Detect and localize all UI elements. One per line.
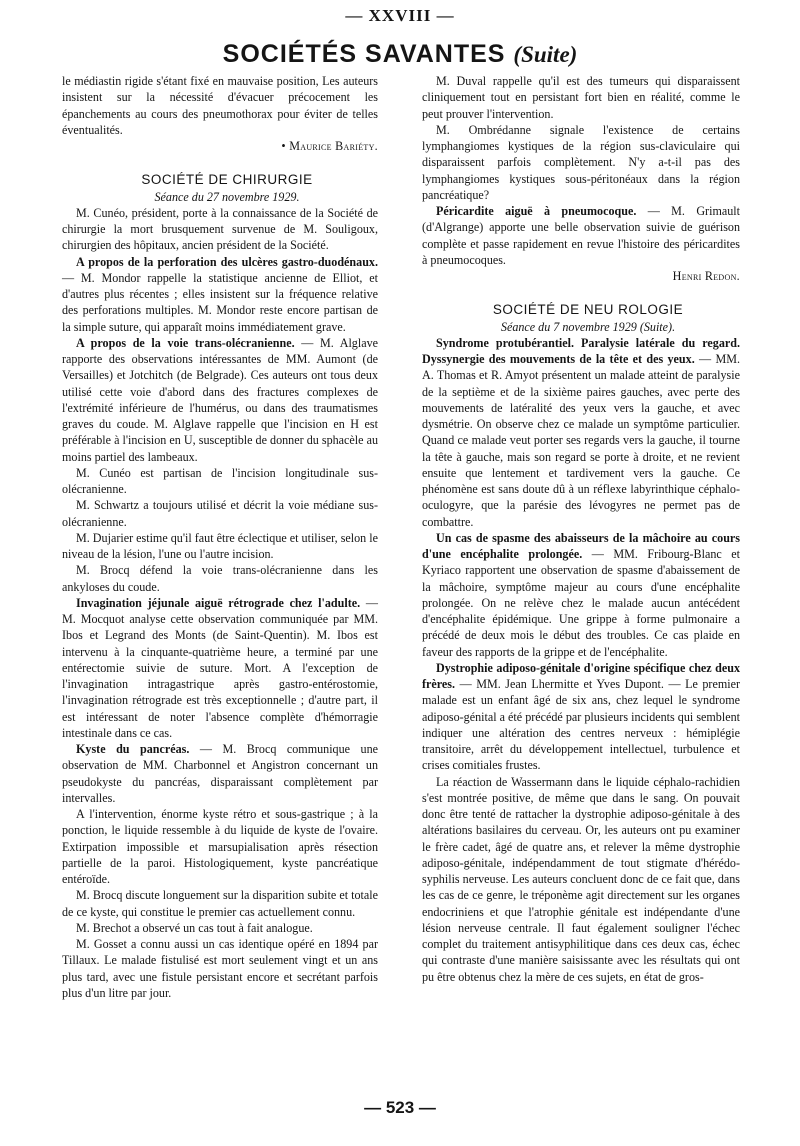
paragraph: M. Dujarier estime qu'il faut être éclectique et utiliser, selon le niveau de la lésion, l'une ou l'autre incision. [62,530,378,561]
page-number-top: — XXVIII — [345,6,455,25]
paragraph: M. Cunéo est partisan de l'incision longitudinale sus-olécranienne. [62,465,378,496]
paragraph: M. Schwartz a toujours utilisé et décrit la voie médiane sus-olécranienne. [62,498,378,529]
paragraph: La réaction de Wassermann dans le liquide céphalo-rachidien s'est montrée positive, de même que dans le sang. On pouvait donc être tenté de rattacher la dystrophie adiposo-génitale à des altérations basilaires du cerveau. Or, les auteurs ont pu examiner le frère cadet, âgé de quatre ans, et relever la même dystrophie adiposo-génitale, indépendamment de tout stigmate d'hérédo-syphilis nerveuse. Les auteurs concluent donc de ce fait que, dans les cas de ce genre, le tréponème agit directement sur les organes endocriniens et que l'atrophie génitale est indépendante d'une lésion nerveuse centrale. Il faut également souligner l'échec complet du traitement antisyphilitique dans ces deux cas, échec qui contraste d'une manière saisissante avec les résultats qui ont pu être obtenus chez la mère de ces sujets, en état de gros- [422,774,740,984]
paragraph-body: — M. Mocquot analyse cette observation communiquée par MM. Ibos et Legrand des Monts (de Saint-Quentin). M. Ibos est intervenu à la cinquante-quatrième heure, a terminé par une entérectomie suivie de suture. Mort. A l'exception de l'invagination intragastrique après gastro-entérostomie, l'invagination rétrograde est très exceptionnelle ; d'autre part, il est intéressant de noter l'absence complète d'hémorragie intestinale dans ce cas. [62,595,378,740]
section-title-chirurgie: SOCIÉTÉ DE CHIRURGIE [141,172,313,188]
signature: Henri Redon. [672,269,740,283]
paragraph: M. Cunéo, président, porte à la connaissance de la Société de chirurgie la mort brusquement survenue de M. Souligoux, chirurgien des hôpitaux, ancien président de la Société. [62,205,378,253]
paragraph: le médiastin rigide s'étant fixé en mauvaise position, Les auteurs insistent sur la nécessité d'évacuer précocement les épanchements au cours des pneumothorax pour éviter de telles éventualités. [62,74,378,137]
paragraph: M. Gosset a connu aussi un cas identique opéré en 1894 par Tillaux. Le malade fistulisé est mort seulement vingt et un ans plus tard, avec une fistule persistant encore et secrétant parfois plus d'un litre par jour. [62,937,378,1000]
paragraph [62,254,378,335]
session-date: Séance du 27 novembre 1929. [154,189,300,204]
right-column [422,73,740,985]
paragraph: M. Brocq défend la voie trans-olécranienne dans les ankyloses du coude. [62,563,378,594]
paragraph: M. Duval rappelle qu'il est des tumeurs qui disparaissent cliniquement tout en persistant fort bien en réalité, comme le peut prouver l'intervention. [422,74,740,121]
section-title-neurologie: SOCIÉTÉ DE NEU ROLOGIE [492,302,684,318]
paragraph-heading: Syndrome protubérantiel. Paralysie latérale du regard. Dyssynergie des mouvements de la tête et des yeux. [422,335,740,366]
journal-title-suite: (Suite) [513,42,578,67]
paragraph-body: — M. Mondor rappelle la statistique ancienne de Elliot, et d'autres plus récentes ; elles insistent sur la fréquence relative des perforations multiples. M. Mondor reste encore partisan de la simple suture, qui apparaît moins immédiatement grave. [62,270,378,334]
paragraph: M. Ombrédanne signale l'existence de certains lymphangiomes kystiques de la région sus-claviculaire qui disparaissent parfois complètement. N'y a-t-il pas des lymphangiomes kystiques sous-péritonéaux dans la région pancréatique? [422,122,740,202]
left-column [62,73,378,1001]
journal-title-text: SOCIÉTÉS SAVANTES [222,40,506,68]
paragraph-heading: Dystrophie adiposo-génitale d'origine spécifique chez deux frères. [422,660,740,691]
page-number-bottom: — 523 — [364,1098,436,1117]
paragraph-body: — M. Brocq communique une observation de MM. Charbonnel et Angistron concernant un pseudokyste du pancréas, disparaissant complètement par intervalles. [62,742,378,805]
paragraph-body: — M. Alglave rapporte des observations intéressantes de MM. Aumont (de Versailles) et Jotchitch (de Belgrade). Ces auteurs ont tous deux utilisé cette voie d'abord dans des fractures complexes de l'extrémité inférieure de l'humérus, ou dans des traumatismes graves du coude. M. Alglave rappelle que l'incision en H est préférable à l'incision en U, susceptible de donner du sphacèle au moins partiel des lambeaux. [62,335,378,464]
paragraph-heading: Invagination jéjunale aiguë rétrograde chez l'adulte. [76,595,361,610]
paragraph-body: — MM. Jean Lhermitte et Yves Dupont. — Le premier malade est un enfant âgé de six ans, chez lequel le syndrome adiposo-génital a été précédé par plusieurs incidents qui semblent indiquer une altération des centres nerveux : hémiplégie transitoire, arrêt du développement intellectuel, turbulence et crises comitiales frustes. [422,677,740,773]
paragraph [422,530,740,660]
paragraph-body: — M. Grimault (d'Algrange) apporte une belle observation suivie de guérison complète et passe rapidement en revue l'histoire des péricardites à pneumocoques. [422,204,740,267]
paragraph-heading: Un cas de spasme des abaisseurs de la mâchoire au cours d'une encéphalite prolongée. [422,530,740,561]
paragraph-body: — MM. Fribourg-Blanc et Kyriaco rapportent une observation de spasme d'abaissement de la mâchoire, symptôme majeur au cours d'une encéphalite prolongée. On ne relève chez le malade aucun antécédent d'encéphalite épidémique. Une grippe à forme pulmonaire a précédé de deux mois le début des troubles. Ce cas plaide en faveur des rapports de la grippe et de l'encéphalite. [422,547,740,659]
paragraph-body: — MM. A. Thomas et R. Amyot présentent un malade atteint de paralysie de la septième et de la sixième paires gauches, avec perte des mouvements de latéralité des yeux vers la gauche, et avec dysmétrie. On observe chez ce malade un symptôme particulier. Quand ce malade veut porter ses regards vers la gauche, il tourne la tête à gauche, mais son regard se porte à droite, et ne revient ensuite que lentement et tardivement vers la gauche. Ce phénomène est sans doute dû à un réflexe labyrinthique céphalo-oculogyre, que la parésie des lévogyres ne permet pas de combattre. [422,352,741,529]
signature: • Maurice Bariéty. [281,139,378,153]
journal-title [0,40,800,69]
session-date: Séance du 7 novembre 1929 (Suite). [500,319,676,334]
paragraph: A l'intervention, énorme kyste rétro et sous-gastrique ; à la ponction, le liquide ressemble à du liquide de kyste de l'ovaire. Extirpation impossible et marsupialisation après résection partielle de la paroi. Histologiquement, kyste pancréatique entéroïde. [62,807,378,886]
paragraph [422,660,740,774]
paragraph [422,203,740,268]
paragraph-heading: A propos de la perforation des ulcères gastro-duodénaux. [76,254,378,269]
paragraph [62,335,378,465]
paragraph [62,595,378,741]
paragraph: M. Brocq discute longuement sur la disparition subite et totale de ce kyste, qui constitue le premier cas actuellement connu. [62,888,378,919]
paragraph: M. Brechot a observé un cas tout à fait analogue. [76,920,313,935]
paragraph-heading: Péricardite aiguë à pneumocoque. [436,204,637,218]
paragraph-heading: Kyste du pancréas. [76,742,190,756]
paragraph [62,741,378,806]
paragraph-heading: A propos de la voie trans-olécranienne. [76,335,295,350]
paragraph [422,335,740,530]
